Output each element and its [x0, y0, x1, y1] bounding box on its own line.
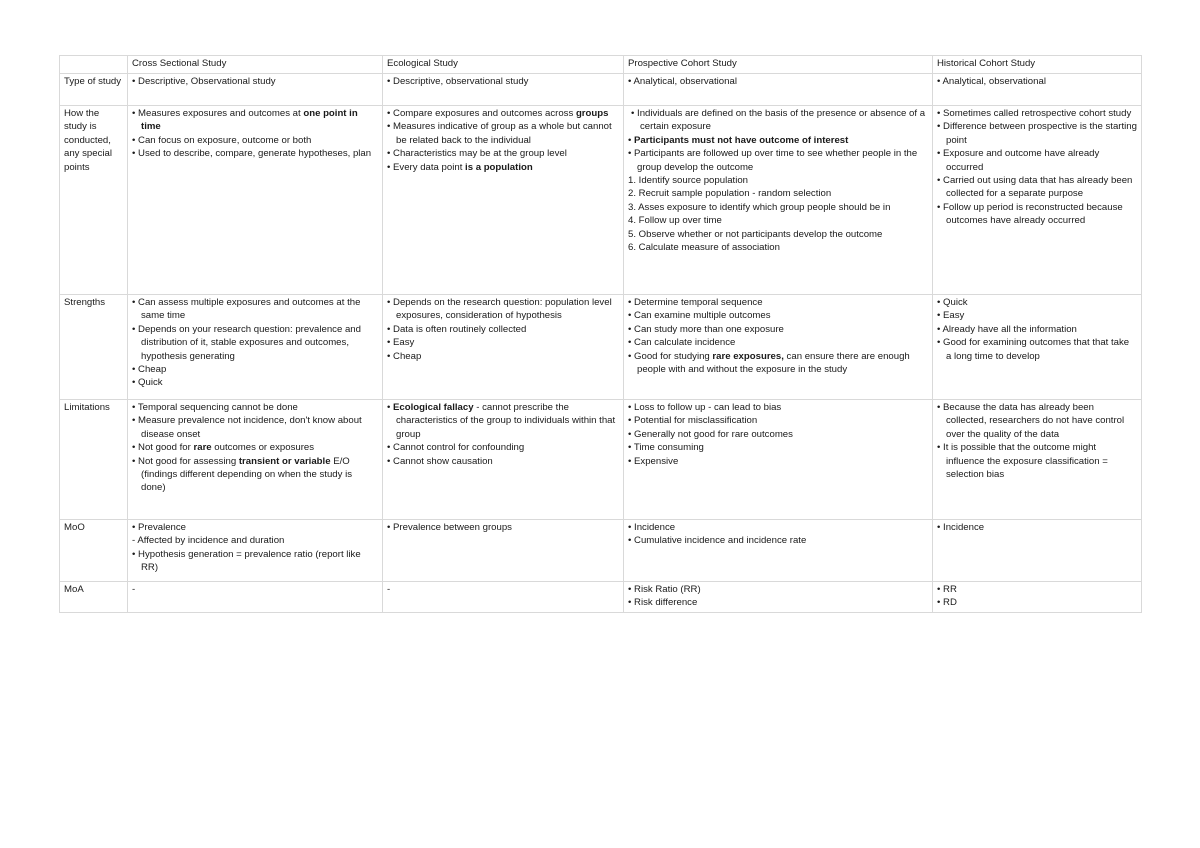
list-item: • Quick [937, 297, 968, 308]
list-item: • Easy [387, 337, 415, 349]
header-historical-cohort: Historical Cohort Study [933, 56, 1142, 74]
list-item: • Can assess multiple exposures and outcomes at the same time [132, 297, 361, 322]
list-item: • Not good for assessing transient or variable E/O (findings different depending on when the study is done) [132, 455, 353, 494]
row-moa [60, 582, 1142, 613]
cell-prospective [624, 400, 933, 520]
cell-cross-sectional: • Descriptive, Observational study [128, 74, 383, 106]
list-item: • Because the data has already been collected, researchers do not have control over the quality of the data [937, 402, 1125, 440]
list-item: • Hypothesis generation = prevalence ratio (report like RR) [132, 548, 361, 574]
cell-historical [933, 295, 1142, 400]
cell-cross-sectional [128, 295, 383, 400]
step-item: 2. Recruit sample population - random selection [628, 188, 832, 200]
list-item: • RD [937, 597, 957, 609]
cell-ecological: • Descriptive, observational study [383, 74, 624, 106]
list-item: - [387, 584, 391, 595]
list-item: • Good for examining outcomes that that take a long time to develop [937, 337, 1130, 362]
list-item: • Participants must not have outcome of interest [628, 134, 849, 146]
list-item: • Potential for misclassification [628, 415, 758, 427]
row-label: Type of study [60, 74, 128, 106]
cell-cross-sectional [128, 400, 383, 520]
cell-prospective [624, 295, 933, 400]
list-item: • Not good for rare outcomes or exposures [132, 442, 315, 454]
list-item: • Every data point is a population [387, 161, 533, 173]
row-label: Limitations [60, 400, 128, 520]
list-item: • Measures indicative of group as a whole but cannot be related back to the individual [387, 121, 612, 146]
list-item: • Time consuming [628, 442, 704, 454]
list-item: • Expensive [628, 455, 679, 467]
list-item: - [132, 584, 136, 595]
list-item: • Depends on the research question: population level exposures, consideration of hypothesis [387, 297, 612, 322]
list-item: • Good for studying rare exposures, can ensure there are enough people with and without the exposure in the study [628, 350, 910, 376]
row-strengths [60, 295, 1142, 400]
cell-prospective [624, 520, 933, 582]
header-row [60, 56, 1142, 74]
list-item: • Determine temporal sequence [628, 297, 763, 308]
row-label: Strengths [60, 295, 128, 400]
header-corner [60, 56, 128, 74]
header-ecological: Ecological Study [383, 56, 624, 74]
cell-ecological [383, 106, 624, 295]
list-item: • Difference between prospective is the starting point [937, 121, 1137, 146]
study-comparison-table [59, 55, 1142, 613]
cell-cross-sectional [128, 582, 383, 613]
list-item: • Can study more than one exposure [628, 323, 784, 335]
list-item: • Incidence [628, 522, 676, 533]
row-limitations [60, 400, 1142, 520]
list-item: • Measures exposures and outcomes at one point in time [132, 108, 358, 133]
list-item: • Cheap [387, 350, 422, 362]
list-item: • Cumulative incidence and incidence rate [628, 535, 807, 547]
list-item: • Carried out using data that has already been collected for a separate purpose [937, 175, 1133, 200]
list-item: • Generally not good for rare outcomes [628, 428, 793, 440]
list-item: • Follow up period is reconstructed because outcomes have already occurred [937, 201, 1123, 227]
cell-ecological [383, 520, 624, 582]
list-item: • Can focus on exposure, outcome or both [132, 134, 312, 146]
row-label: How the study is conducted, any special points [60, 106, 128, 295]
list-item: • Sometimes called retrospective cohort study [937, 108, 1132, 119]
list-item: • Data is often routinely collected [387, 323, 527, 335]
list-item: • Risk difference [628, 597, 698, 609]
list-item: • Depends on your research question: prevalence and distribution of it, stable exposures and outcomes, hypothesis generating [132, 323, 361, 362]
row-how-conducted [60, 106, 1142, 295]
list-item: • Can examine multiple outcomes [628, 310, 771, 322]
list-item: • Incidence [937, 522, 985, 533]
list-item: • Characteristics may be at the group level [387, 148, 567, 160]
step-item: 1. Identify source population [628, 175, 749, 187]
step-item: 5. Observe whether or not participants develop the outcome [628, 228, 883, 240]
list-item: • Participants are followed up over time to see whether people in the group develop the outcome [628, 148, 918, 173]
list-item: • RR [937, 584, 957, 595]
list-item: • Compare exposures and outcomes across groups [387, 108, 609, 119]
step-item: 3. Asses exposure to identify which group people should be in [628, 201, 891, 213]
list-item: • Can calculate incidence [628, 337, 736, 349]
list-item: • Quick [132, 377, 163, 389]
row-label: MoA [60, 582, 128, 613]
list-item: • Temporal sequencing cannot be done [132, 402, 298, 413]
cell-ecological [383, 582, 624, 613]
list-item: - Affected by incidence and duration [132, 535, 285, 547]
row-label: MoO [60, 520, 128, 582]
list-item: • Cannot show causation [387, 455, 493, 467]
header-prospective-cohort: Prospective Cohort Study [624, 56, 933, 74]
list-item: • Cannot control for confounding [387, 442, 525, 454]
cell-cross-sectional [128, 106, 383, 295]
cell-prospective [624, 106, 933, 295]
cell-ecological [383, 295, 624, 400]
cell-prospective [624, 582, 933, 613]
list-item: • Individuals are defined on the basis of the presence or absence of a certain exposure [631, 108, 926, 133]
header-cross-sectional: Cross Sectional Study [128, 56, 383, 74]
row-moo [60, 520, 1142, 582]
cell-historical [933, 106, 1142, 295]
cell-historical [933, 520, 1142, 582]
list-item: • Ecological fallacy - cannot prescribe the characteristics of the group to individuals within that group [387, 402, 616, 440]
cell-ecological [383, 400, 624, 520]
list-item: • Exposure and outcome have already occurred [937, 148, 1100, 173]
cell-historical: • Analytical, observational [933, 74, 1142, 106]
row-type-of-study [60, 74, 1142, 106]
step-item: 6. Calculate measure of association [628, 242, 780, 254]
list-item: • Already have all the information [937, 323, 1077, 335]
list-item: • Measure prevalence not incidence, don't know about disease onset [132, 415, 362, 440]
list-item: • Cheap [132, 364, 167, 376]
list-item: • Prevalence between groups [387, 522, 512, 533]
list-item: • It is possible that the outcome might influence the exposure classification = selection bias [937, 442, 1108, 481]
list-item: • Prevalence [132, 522, 187, 533]
cell-historical [933, 582, 1142, 613]
cell-cross-sectional [128, 520, 383, 582]
list-item: • Loss to follow up - can lead to bias [628, 402, 782, 413]
cell-prospective: • Analytical, observational [624, 74, 933, 106]
list-item: • Used to describe, compare, generate hypotheses, plan [132, 148, 372, 160]
list-item: • Risk Ratio (RR) [628, 584, 701, 595]
list-item: • Easy [937, 310, 965, 322]
cell-historical [933, 400, 1142, 520]
step-item: 4. Follow up over time [628, 215, 722, 227]
